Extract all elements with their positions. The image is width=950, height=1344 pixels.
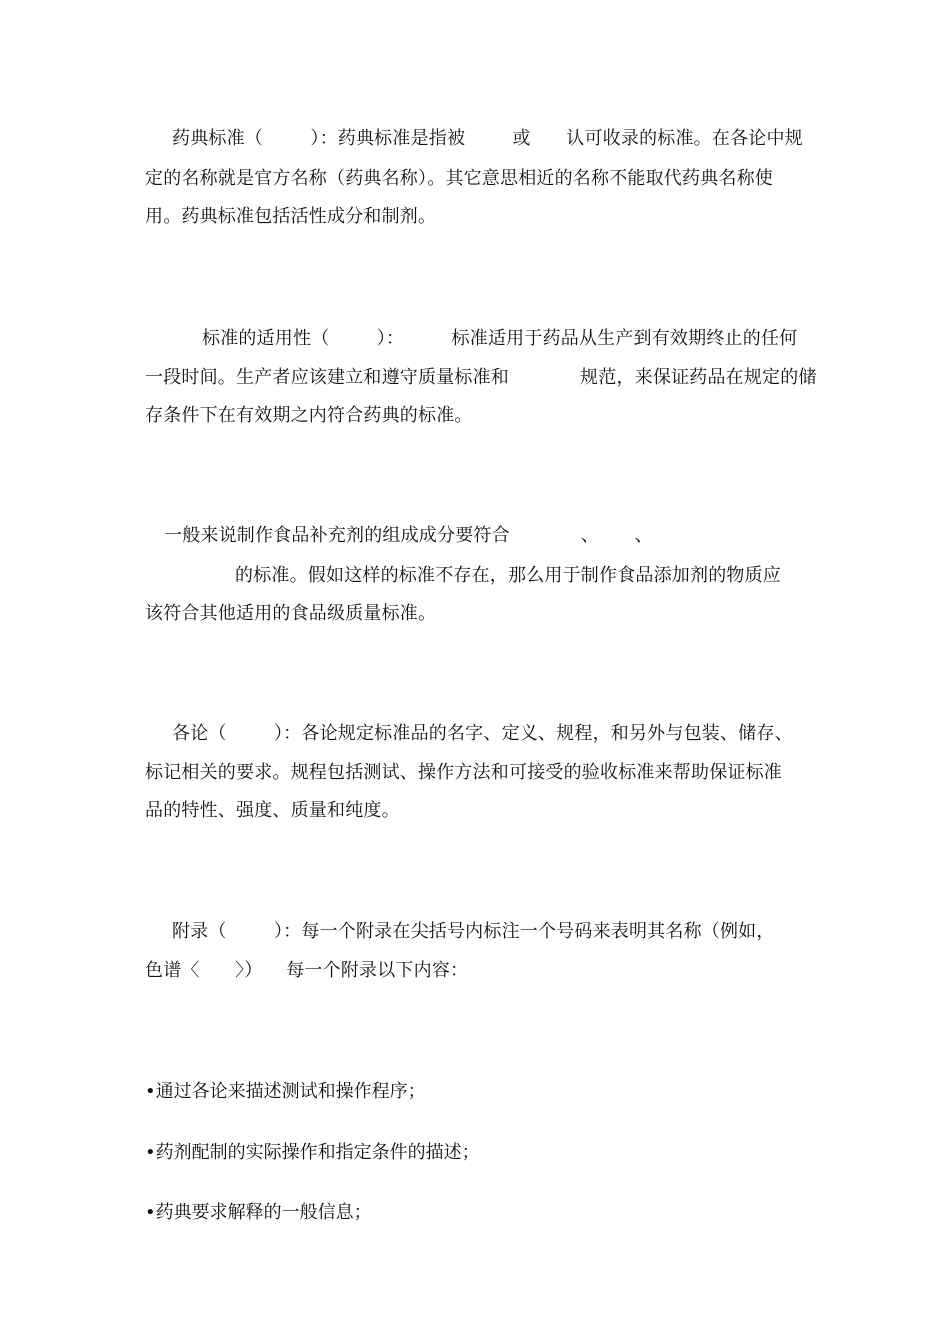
text-line: 用。药典标准包括活性成分和制剂。 — [145, 206, 437, 227]
text-line: 一段时间。生产者应该建立和遵守质量标准和 规范，来保证药品在规定的储 — [145, 367, 817, 388]
text-line: 各论（ ）：各论规定标准品的名字、定义、规程，和另外与包装、储存、 — [172, 723, 793, 744]
list-item: •通过各论来描述测试和操作程序； — [145, 1081, 426, 1102]
text-line: 的标准。假如这样的标准不存在，那么用于制作食品添加剂的物质应 — [235, 565, 781, 586]
list-item: •药典要求解释的一般信息； — [145, 1202, 372, 1223]
text-line: 标记相关的要求。规程包括测试、操作方法和可接受的验收标准来帮助保证标准 — [145, 762, 782, 783]
text-line: 一般来说制作食品补充剂的组成成分要符合 、 、 — [164, 525, 653, 546]
text-line: 品的特性、强度、质量和纯度。 — [145, 800, 400, 821]
text-line: 色谱〈 〉） 每一个附录以下内容： — [145, 960, 469, 981]
text-line: 存条件下在有效期之内符合药典的标准。 — [145, 405, 473, 426]
text-line: 该符合其他适用的食品级质量标准。 — [145, 603, 437, 624]
list-item: •药剂配制的实际操作和指定条件的描述； — [145, 1142, 480, 1163]
text-line: 定的名称就是官方名称（药典名称）。其它意思相近的名称不能取代药典名称使 — [145, 168, 773, 189]
text-line: 药典标准（ ）：药典标准是指被 或 认可收录的标准。在各论中规 — [172, 128, 803, 149]
text-line: 附录（ ）：每一个附录在尖括号内标注一个号码来表明其名称（例如， — [172, 921, 775, 942]
text-line: 标准的适用性（ ）： 标准适用于药品从生产到有效期终止的任何 — [202, 328, 798, 349]
